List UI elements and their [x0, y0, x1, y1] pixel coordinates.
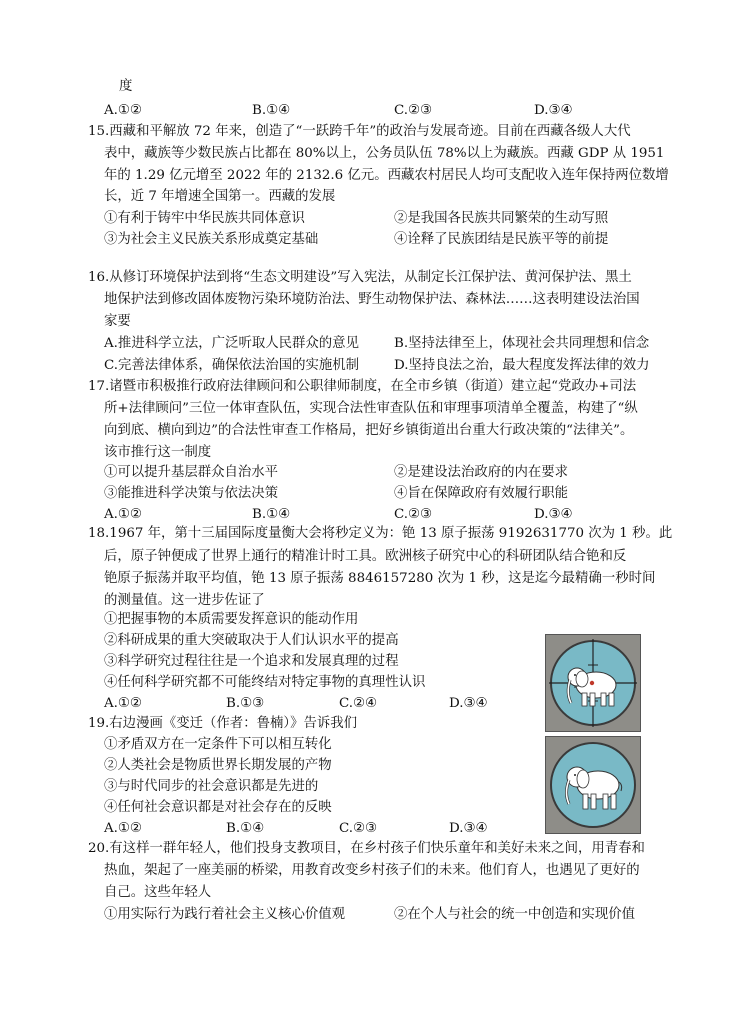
q17-line: 向到底、横向到边”的合法性审查工作格局，把好乡镇街道出台重大行政决策的“法律关”。 — [104, 423, 634, 438]
q16-line: 家要 — [104, 314, 131, 329]
q20-choice-2: ②在个人与社会的统一中创造和实现价值 — [394, 907, 636, 922]
elephant-scope-illustration — [546, 635, 640, 731]
q16-option-d: D.坚持良法之治，最大程度发挥法律的效力 — [394, 358, 650, 373]
q15-line: 年的 1.29 亿元增至 2022 年的 2132.6 亿元。西藏农村居民人均可支配收入连年保持两位数增 — [104, 168, 669, 183]
q15-choice-1: ①有利于铸牢中华民族共同体意识 — [104, 211, 305, 226]
q17-choice-4: ④旨在保障政府有效履行职能 — [394, 486, 569, 501]
q17-line: 该市推行这一制度 — [104, 445, 212, 460]
q17-line: 所+法律顾问”三位一体审查队伍，实现合法性审查队伍和审理事项清单全覆盖，构建了“纵 — [104, 401, 638, 416]
q17-choice-2: ②是建设法治政府的内在要求 — [394, 465, 569, 480]
q17-choice-1: ①可以提升基层群众自治水平 — [104, 465, 279, 480]
q17-option-b: B.①④ — [252, 507, 291, 522]
q19-option-c: C.②③ — [339, 821, 378, 836]
q17-option-a: A.①② — [104, 507, 142, 522]
q18-choice-3: ③科学研究过程往往是一个追求和发展真理的过程 — [104, 654, 399, 669]
q16-line: 地保护法到修改固体废物污染环境防治法、野生动物保护法、森林法……这表明建设法治国 — [104, 292, 640, 307]
q18-choice-2: ②科研成果的重大突破取决于人们认识水平的提高 — [104, 633, 399, 648]
prev-option-b: B.①④ — [252, 103, 291, 118]
q18-option-d: D.③④ — [449, 696, 488, 711]
q18-line: 的测量值。这一进步佐证了 — [104, 593, 265, 608]
q20-line: 自己。这些年轻人 — [104, 885, 212, 900]
q15-choice-3: ③为社会主义民族关系形成奠定基础 — [104, 232, 319, 247]
q17-option-d: D.③④ — [534, 507, 573, 522]
q15-line: 表中，藏族等少数民族占比都在 80%以上，公务员队伍 78%以上为藏族。西藏 GDP 从 1951 — [104, 146, 665, 161]
q15-choice-2: ②是我国各民族共同繁荣的生动写照 — [394, 211, 609, 226]
q17-option-c: C.②③ — [394, 507, 433, 522]
q19-choice-4: ④任何社会意识都是对社会存在的反映 — [104, 800, 332, 815]
q18-line: 后，原子钟便成了世界上通行的精准计时工具。欧洲核子研究中心的科研团队结合铯和反 — [104, 549, 627, 564]
q15-line: 长，近 7 年增速全国第一。西藏的发展 — [104, 189, 336, 204]
q15-line: 15.西藏和平解放 72 年来，创造了“一跃跨千年”的政治与发展奇迹。目前在西藏各级人大代 — [88, 124, 631, 139]
q18-line: 18.1967 年，第十三届国际度量衡大会将秒定义为：铯 13 原子振荡 9192631770 次为 1 秒。此 — [88, 526, 673, 541]
q20-choice-1: ①用实际行为践行着社会主义核心价值观 — [104, 907, 346, 922]
q20-line: 20.有这样一群年轻人，他们投身支教项目，在乡村孩子们快乐童年和美好未来之间，用青春和 — [88, 841, 645, 856]
q18-line: 铯原子振荡并取平均值，铯 13 原子振荡 8846157280 次为 1 秒，这是迄今最精确一秒时间 — [104, 571, 656, 586]
q18-option-a: A.①② — [104, 696, 142, 711]
q19-option-a: A.①② — [104, 821, 142, 836]
q19-choice-3: ③与时代同步的社会意识都是先进的 — [104, 779, 319, 794]
cartoon-panel-scope — [545, 634, 641, 732]
q16-line: 16.从修订环境保护法到将“生态文明建设”写入宪法，从制定长江保护法、黄河保护法、黑土 — [88, 270, 632, 285]
q18-choice-4: ④任何科学研究都不可能终结对特定事物的真理性认识 — [104, 675, 426, 690]
q15-choice-4: ④诠释了民族团结是民族平等的前提 — [394, 232, 609, 247]
q16-option-c: C.完善法律体系，确保依法治国的实施机制 — [104, 358, 360, 373]
cartoon-panel-free — [545, 736, 641, 834]
q18-option-c: C.②④ — [339, 696, 378, 711]
q17-choice-3: ③能推进科学决策与依法决策 — [104, 486, 279, 501]
q19-choice-2: ②人类社会是物质世界长期发展的产物 — [104, 758, 332, 773]
q19-line: 19.右边漫画《变迁（作者：鲁楠）》告诉我们 — [88, 716, 358, 731]
prev-option-d: D.③④ — [534, 103, 573, 118]
prev-option-c: C.②③ — [394, 103, 433, 118]
q19-option-b: B.①④ — [226, 821, 265, 836]
elephant-free-illustration — [546, 737, 640, 833]
q20-line: 热血，架起了一座美丽的桥梁，用教育改变乡村孩子们的未来。他们育人，也遇见了更好的 — [104, 863, 640, 878]
q19-option-d: D.③④ — [449, 821, 488, 836]
q16-option-a: A.推进科学立法，广泛听取人民群众的意见 — [104, 336, 359, 351]
q19-choice-1: ①矛盾双方在一定条件下可以相互转化 — [104, 737, 332, 752]
q16-option-b: B.坚持法律至上，体现社会共同理想和信念 — [394, 336, 650, 351]
q18-option-b: B.①③ — [226, 696, 265, 711]
prev-question-tail: 度 — [119, 79, 133, 94]
q18-choice-1: ①把握事物的本质需要发挥意识的能动作用 — [104, 612, 359, 627]
q17-line: 17.诸暨市积极推行政府法律顾问和公职律师制度，在全市乡镇（街道）建立起“党政办+司法 — [88, 379, 637, 394]
prev-option-a: A.①② — [104, 103, 142, 118]
